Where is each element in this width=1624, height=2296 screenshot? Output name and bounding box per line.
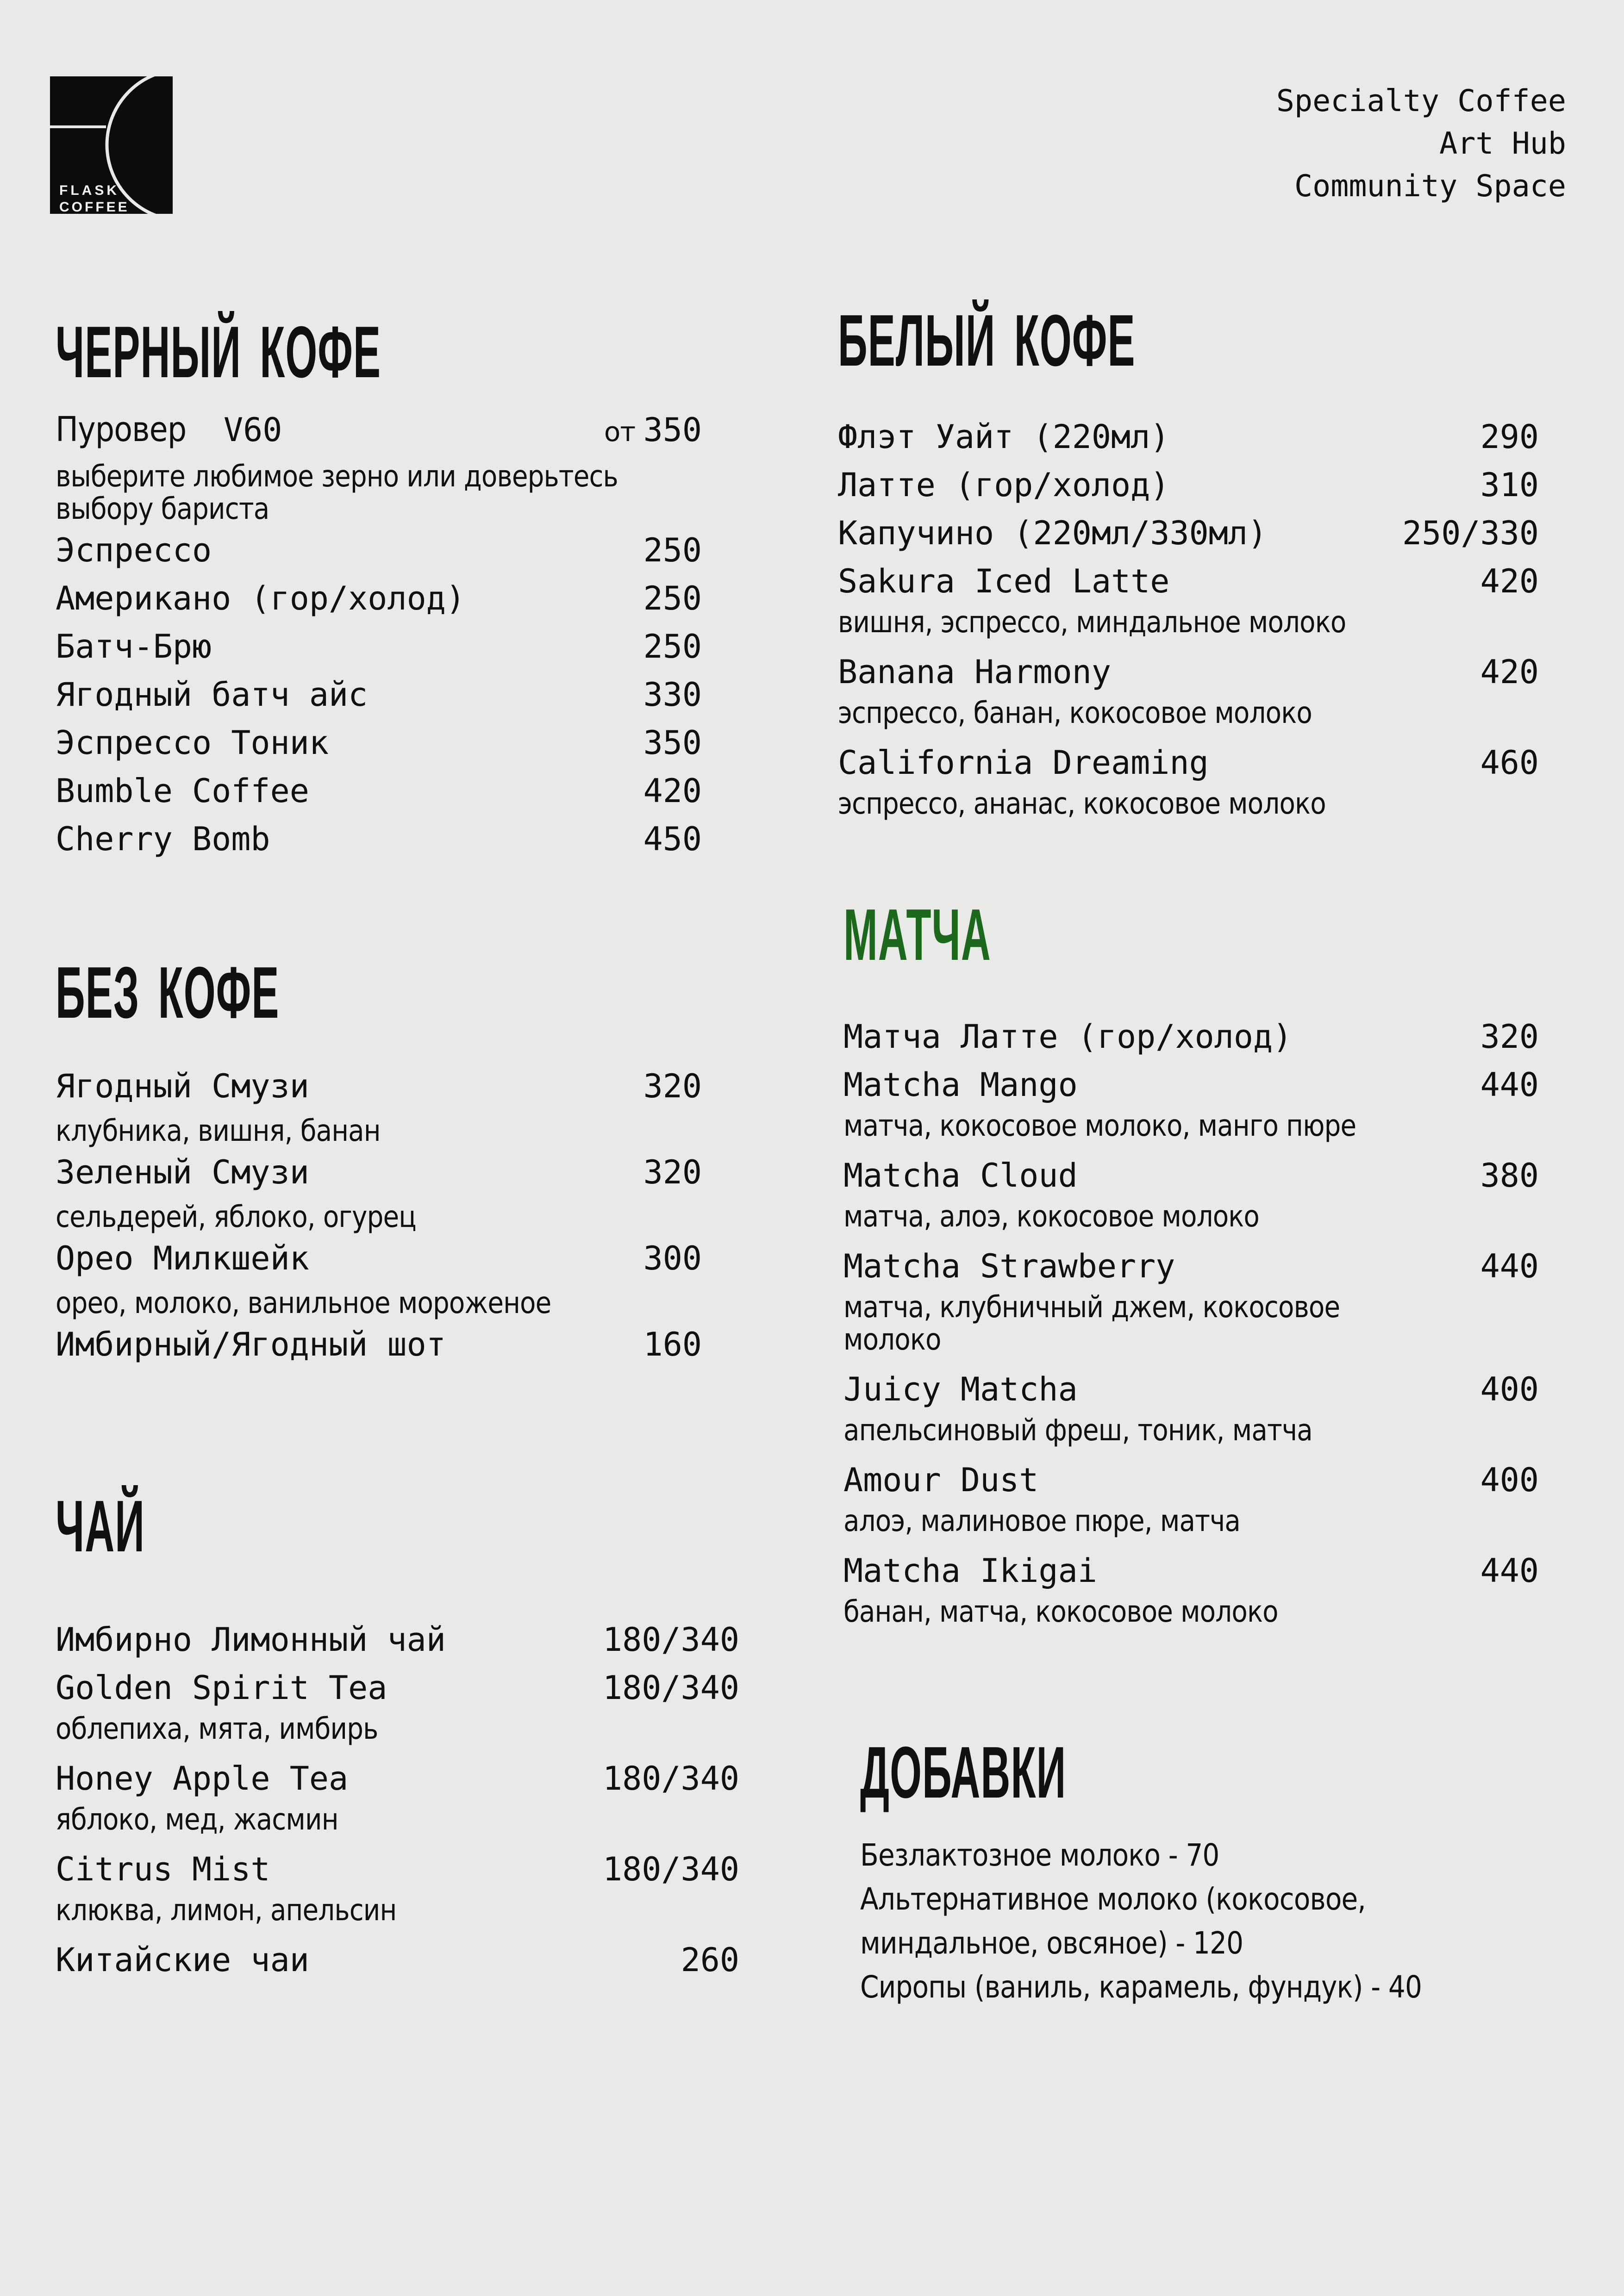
menu-item bbox=[56, 622, 702, 671]
menu-item-row bbox=[56, 526, 702, 574]
item-description bbox=[56, 1804, 739, 1836]
menu-item bbox=[56, 767, 702, 815]
menu-item bbox=[56, 1320, 702, 1369]
section-title: БЕЗ КОФЕ bbox=[56, 952, 280, 1033]
item-price: 180/340 bbox=[602, 1760, 739, 1798]
menu-item bbox=[56, 1148, 702, 1233]
menu-item bbox=[843, 1547, 1539, 1628]
item-description-line bbox=[843, 1414, 1539, 1447]
menu-item bbox=[56, 1062, 702, 1147]
extras-line bbox=[860, 1877, 1564, 1921]
menu-item bbox=[843, 1013, 1539, 1061]
item-name: California Dreaming bbox=[838, 744, 1209, 782]
item-price: 460 bbox=[1480, 744, 1539, 782]
item-description-text: облепиха, мята, имбирь bbox=[56, 1712, 378, 1746]
menu-item-row bbox=[838, 413, 1539, 461]
item-description-line bbox=[843, 1291, 1539, 1324]
item-name: Батч-Брю bbox=[56, 628, 212, 666]
item-description-text: банан, матча, кокосовое молоко bbox=[843, 1595, 1278, 1629]
menu-item-row bbox=[56, 767, 702, 815]
menu-item-row bbox=[843, 1456, 1539, 1504]
section-matcha bbox=[843, 894, 1539, 1637]
menu-item-row bbox=[843, 1151, 1539, 1200]
item-name: Golden Spirit Tea bbox=[56, 1669, 387, 1707]
item-price: 420 bbox=[1480, 653, 1539, 691]
extras-line-text: миндальное, овсяное) - 120 bbox=[860, 1925, 1243, 1961]
item-name: Американо (гор/холод) bbox=[56, 579, 466, 617]
item-description-line bbox=[56, 1201, 702, 1233]
item-description-text: апельсиновый фреш, тоник, матча bbox=[843, 1413, 1312, 1448]
section-white-coffee bbox=[838, 300, 1539, 829]
item-name: Citrus Mist bbox=[56, 1850, 270, 1888]
menu-item bbox=[56, 1755, 739, 1836]
item-name: Sakura Iced Latte bbox=[838, 562, 1170, 600]
item-description-text: выберите любимое зерно или доверьтесь bbox=[56, 460, 618, 494]
item-price: 380 bbox=[1480, 1157, 1539, 1195]
item-price: 420 bbox=[643, 772, 702, 810]
item-description bbox=[56, 1115, 702, 1147]
item-description bbox=[843, 1414, 1539, 1447]
menu-item-row bbox=[838, 557, 1539, 605]
menu-item bbox=[843, 1365, 1539, 1447]
item-price: 160 bbox=[643, 1325, 702, 1363]
item-name: Ягодный батч айс bbox=[56, 676, 368, 714]
menu-item bbox=[838, 557, 1539, 639]
item-price: 180/340 bbox=[602, 1669, 739, 1707]
menu-item-row bbox=[843, 1242, 1539, 1290]
item-description-text: матча, кокосовое молоко, манго пюре bbox=[843, 1109, 1356, 1143]
item-price: 310 bbox=[1480, 466, 1539, 504]
menu-item bbox=[838, 509, 1539, 557]
item-price: 250 bbox=[643, 531, 702, 569]
item-name: Honey Apple Tea bbox=[56, 1760, 349, 1798]
section-items bbox=[838, 413, 1539, 820]
menu-item-row bbox=[56, 1845, 739, 1893]
item-description-text: матча, алоэ, кокосовое молоко bbox=[843, 1200, 1260, 1234]
item-description-text: яблоко, мед, жасмин bbox=[56, 1803, 338, 1837]
item-price: 440 bbox=[1480, 1066, 1539, 1104]
item-price: 320 bbox=[643, 1153, 702, 1191]
item-description-line bbox=[838, 788, 1539, 820]
item-description bbox=[843, 1291, 1539, 1356]
item-description-line bbox=[843, 1110, 1539, 1142]
extras-line-text: Безлактозное молоко - 70 bbox=[860, 1837, 1219, 1873]
item-name: Имбирно Лимонный чай bbox=[56, 1621, 446, 1659]
item-price: 400 bbox=[1480, 1461, 1539, 1499]
section-title: ЧАЙ bbox=[56, 1486, 145, 1567]
item-description-line bbox=[56, 1287, 702, 1319]
item-name: Bumble Coffee bbox=[56, 772, 309, 810]
item-description bbox=[56, 1713, 739, 1745]
item-price: 290 bbox=[1480, 418, 1539, 456]
item-name: Китайские чаи bbox=[56, 1941, 309, 1979]
menu-item bbox=[56, 671, 702, 719]
item-name: Матча Латте (гор/холод) bbox=[843, 1018, 1293, 1056]
item-description-line bbox=[843, 1324, 1539, 1356]
item-description-line bbox=[56, 1115, 702, 1147]
section-items bbox=[56, 1062, 702, 1369]
logo-wordmark-line1: FLASK bbox=[59, 183, 119, 198]
item-name: Латте (гор/холод) bbox=[838, 466, 1170, 504]
menu-item-row bbox=[56, 1234, 702, 1282]
item-description bbox=[56, 1201, 702, 1233]
item-name: Капучино (220мл/330мл) bbox=[838, 514, 1268, 552]
extras-line bbox=[860, 1965, 1564, 2009]
menu-item-row bbox=[56, 405, 702, 456]
menu-item-row bbox=[56, 815, 702, 863]
item-price: 300 bbox=[643, 1239, 702, 1277]
item-price-prefix: от bbox=[604, 416, 643, 448]
menu-item-row bbox=[843, 1547, 1539, 1595]
menu-item bbox=[56, 1616, 739, 1664]
item-description bbox=[56, 460, 702, 525]
menu-item bbox=[56, 1936, 739, 1984]
menu-item-row bbox=[56, 1148, 702, 1196]
section-items bbox=[843, 1013, 1539, 1628]
section-items bbox=[56, 405, 702, 863]
item-description-text: орео, молоко, ванильное мороженое bbox=[56, 1286, 551, 1320]
section-extras bbox=[860, 1732, 1564, 2009]
menu-item-row bbox=[56, 1664, 739, 1712]
item-name: Пуровер V60 bbox=[56, 405, 282, 454]
menu-item bbox=[838, 461, 1539, 509]
item-description bbox=[843, 1201, 1539, 1233]
menu-item-row bbox=[56, 1936, 739, 1984]
extras-line-text: Сиропы (ваниль, карамель, фундук) - 40 bbox=[860, 1969, 1422, 2005]
item-price: 320 bbox=[1480, 1018, 1539, 1056]
item-description-line bbox=[843, 1596, 1539, 1628]
section-items bbox=[56, 1616, 739, 1984]
item-name: Эспрессо Тоник bbox=[56, 724, 329, 762]
item-description-text: алоэ, малиновое пюре, матча bbox=[843, 1504, 1241, 1538]
item-name-sans-part: Пуровер bbox=[56, 410, 187, 449]
item-description-text: молоко bbox=[843, 1323, 941, 1357]
item-description-line bbox=[56, 1713, 739, 1745]
menu-item-row bbox=[56, 1062, 702, 1110]
item-description-line bbox=[56, 460, 702, 493]
menu-item bbox=[56, 1845, 739, 1927]
menu-item bbox=[843, 1061, 1539, 1142]
section-title: ЧЕРНЫЙ КОФЕ bbox=[56, 311, 381, 393]
item-price: 250 bbox=[643, 628, 702, 666]
item-price: 450 bbox=[643, 820, 702, 858]
menu-item bbox=[843, 1456, 1539, 1537]
item-description bbox=[838, 788, 1539, 820]
item-description bbox=[838, 606, 1539, 639]
menu-item-row bbox=[838, 648, 1539, 696]
item-description bbox=[843, 1596, 1539, 1628]
logo-mark bbox=[50, 76, 173, 214]
menu-item-row bbox=[843, 1061, 1539, 1109]
item-description-line bbox=[56, 493, 702, 525]
menu-item-row bbox=[56, 574, 702, 622]
item-description-line bbox=[56, 1804, 739, 1836]
menu-item-row bbox=[56, 1616, 739, 1664]
item-price: 250/330 bbox=[1402, 514, 1539, 552]
menu-item bbox=[56, 574, 702, 622]
item-name: Орео Милкшейк bbox=[56, 1239, 309, 1277]
item-description bbox=[843, 1110, 1539, 1142]
logo-wordmark-line2: COFFEE bbox=[59, 199, 130, 214]
item-description bbox=[56, 1287, 702, 1319]
menu-item bbox=[56, 1234, 702, 1319]
menu-item bbox=[56, 815, 702, 863]
item-description-line bbox=[843, 1201, 1539, 1233]
item-description-line bbox=[56, 1894, 739, 1927]
item-description-text: сельдерей, яблоко, огурец bbox=[56, 1200, 416, 1234]
item-price: 180/340 bbox=[602, 1621, 739, 1659]
tagline-line: Specialty Coffee bbox=[1276, 84, 1566, 118]
item-description bbox=[843, 1505, 1539, 1537]
item-name: Matcha Strawberry bbox=[843, 1247, 1175, 1285]
menu-item-row bbox=[838, 739, 1539, 787]
item-description-text: матча, клубничный джем, кокосовое bbox=[843, 1290, 1340, 1325]
menu-item-row bbox=[56, 622, 702, 671]
menu-item bbox=[56, 526, 702, 574]
extras-line bbox=[860, 1833, 1564, 1877]
item-price: 330 bbox=[643, 676, 702, 714]
menu-item bbox=[838, 413, 1539, 461]
item-price: 400 bbox=[1480, 1370, 1539, 1408]
item-name: Banana Harmony bbox=[838, 653, 1112, 691]
item-description-line bbox=[838, 606, 1539, 639]
section-title: МАТЧА bbox=[843, 894, 991, 976]
item-description bbox=[838, 697, 1539, 729]
menu-item bbox=[843, 1242, 1539, 1356]
item-name: Cherry Bomb bbox=[56, 820, 270, 858]
menu-item-row bbox=[56, 719, 702, 767]
item-price: 320 bbox=[643, 1067, 702, 1105]
tagline-line: Art Hub bbox=[1439, 126, 1566, 161]
tagline-line: Community Space bbox=[1294, 169, 1566, 204]
menu-item bbox=[56, 719, 702, 767]
item-price: от 350 bbox=[604, 411, 702, 449]
menu-item-row bbox=[56, 1755, 739, 1803]
menu-item bbox=[843, 1151, 1539, 1233]
menu-item bbox=[838, 739, 1539, 820]
section-no-coffee bbox=[56, 952, 702, 1369]
item-name: Matcha Cloud bbox=[843, 1157, 1078, 1195]
item-description bbox=[56, 1894, 739, 1927]
item-price: 440 bbox=[1480, 1552, 1539, 1590]
item-description-text: клубника, вишня, банан bbox=[56, 1114, 381, 1148]
item-name: Matcha Ikigai bbox=[843, 1552, 1097, 1590]
menu-item-row bbox=[838, 509, 1539, 557]
item-name: Зеленый Смузи bbox=[56, 1153, 309, 1191]
item-price: 250 bbox=[643, 579, 702, 617]
item-price: 440 bbox=[1480, 1247, 1539, 1285]
item-name: Juicy Matcha bbox=[843, 1370, 1078, 1408]
item-price: 420 bbox=[1480, 562, 1539, 600]
section-tea bbox=[56, 1486, 739, 1984]
menu-item-row bbox=[56, 671, 702, 719]
item-description-text: вишня, эспрессо, миндальное молоко bbox=[838, 605, 1346, 640]
menu-item-row bbox=[56, 1320, 702, 1369]
item-description-text: клюква, лимон, апельсин bbox=[56, 1893, 397, 1928]
section-black-coffee bbox=[56, 311, 702, 863]
extras-line bbox=[860, 1921, 1564, 1965]
item-name: Имбирный/Ягодный шот bbox=[56, 1325, 446, 1363]
item-description-text: эспрессо, банан, кокосовое молоко bbox=[838, 696, 1312, 730]
item-name: Эспрессо bbox=[56, 531, 212, 569]
tagline bbox=[1276, 80, 1566, 208]
item-name: Флэт Уайт (220мл) bbox=[838, 418, 1170, 456]
item-description-text: выбору бариста bbox=[56, 492, 269, 526]
item-description-text: эспрессо, ананас, кокосовое молоко bbox=[838, 787, 1326, 821]
item-description-line bbox=[838, 697, 1539, 729]
item-name: Amour Dust bbox=[843, 1461, 1039, 1499]
menu-item bbox=[838, 648, 1539, 729]
extras-line-text: Альтернативное молоко (кокосовое, bbox=[860, 1881, 1366, 1917]
brand-logo bbox=[50, 76, 173, 214]
section-title: ДОБАВКИ bbox=[860, 1732, 1067, 1813]
menu-item bbox=[56, 1664, 739, 1745]
menu-item-row bbox=[838, 461, 1539, 509]
item-description-line bbox=[843, 1505, 1539, 1537]
menu-item-row bbox=[843, 1013, 1539, 1061]
item-price: 260 bbox=[681, 1941, 739, 1979]
section-items bbox=[860, 1833, 1564, 2009]
item-name: Matcha Mango bbox=[843, 1066, 1078, 1104]
item-price: 180/340 bbox=[602, 1850, 739, 1888]
item-name: Ягодный Смузи bbox=[56, 1067, 309, 1105]
menu-item bbox=[56, 405, 702, 525]
item-price: 350 bbox=[643, 724, 702, 762]
section-title: БЕЛЫЙ КОФЕ bbox=[838, 300, 1136, 381]
menu-item-row bbox=[843, 1365, 1539, 1413]
